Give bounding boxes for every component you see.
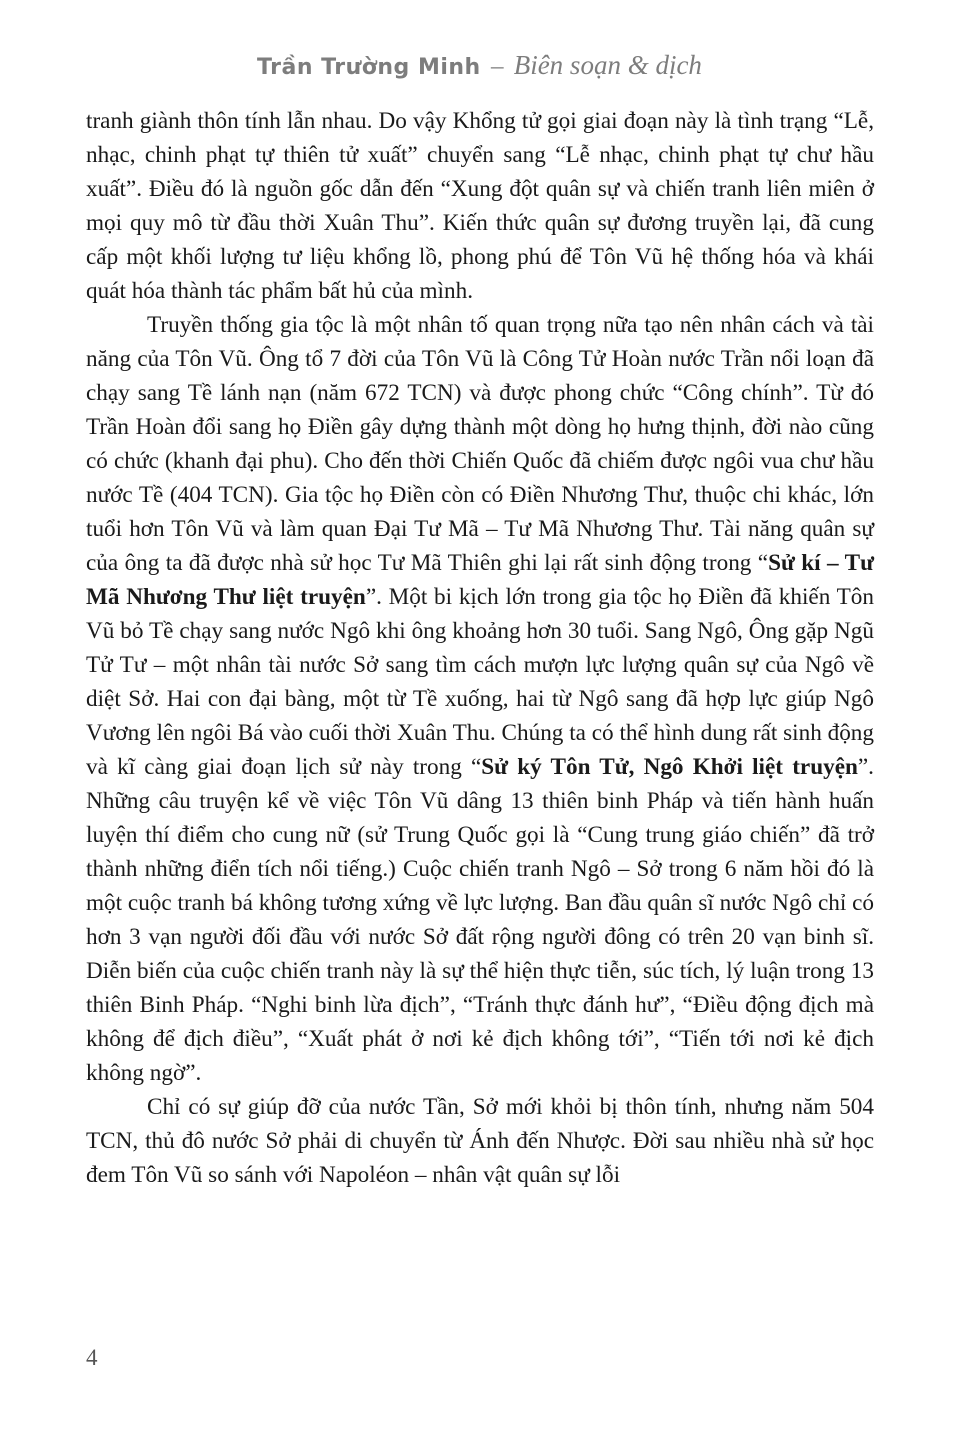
book-title-su-ky-ton-tu: Sử ký Tôn Tử, Ngô Khởi liệt truyện: [481, 754, 858, 780]
page-number: 4: [86, 1345, 98, 1370]
page-body: [86, 104, 874, 1192]
book-title-su-ki: Sử kí – Tư Mã Nhương Thư liệt truyện: [86, 550, 874, 610]
paragraph-2-part-3: ”. Những câu truyện kể về việc Tôn Vũ dâng 13 thiên binh Pháp và tiến hành huấn luyện thí điểm cho cung nữ (sử Trung Quốc gọi là “Cung trung giáo chiến” đã trở thành những điển tích nổi tiếng.) Cuộc chiến tranh Ngô – Sở trong 6 năm hồi đó là một cuộc tranh bá không tương xứng về lực lượng. Ban đầu quân sĩ nước Ngô chỉ có hơn 3 vạn người đối đầu với nước Sở đất rộng người đông có trên 20 vạn binh sĩ. Diễn biến của cuộc chiến tranh này là sự thể hiện thực tiễn, súc tích, lý luận trong 13 thiên Binh Pháp. “Nghi binh lừa địch”, “Tránh thực đánh hư”, “Điều động địch mà không để địch điều”, “Xuất phát ở nơi kẻ địch không tới”, “Tiến tới nơi kẻ địch không ngờ”.: [86, 754, 874, 1086]
paragraph-2-part-2: ”. Một bi kịch lớn trong gia tộc họ Điền đã khiến Tôn Vũ bỏ Tề chạy sang nước Ngô khi ông khoảng hơn 30 tuổi. Sang Ngô, Ông gặp Ngũ Tử Tư – một nhân tài nước Sở sang tìm cách mượn lực lượng quân sự của Ngô về diệt Sở. Hai con đại bàng, một từ Tề xuống, hai từ Ngô sang đã hợp lực giúp Ngô Vương lên ngôi Bá vào cuối thời Xuân Thu. Chúng ta có thể hình dung rất sinh động và kĩ càng giai đoạn lịch sử này trong “: [86, 584, 874, 780]
paragraph-2: [86, 308, 874, 1090]
header-separator: –: [490, 53, 504, 80]
running-header: [0, 50, 959, 81]
paragraph-2-part-1: Truyền thống gia tộc là một nhân tố quan trọng nữa tạo nên nhân cách và tài năng của Tôn Vũ. Ông tổ 7 đời của Tôn Vũ là Công Tử Hoàn nước Trần nổi loạn đã chạy sang Tề lánh nạn (năm 672 TCN) và được phong chức “Công chính”. Từ đó Trần Hoàn đổi sang họ Điền gây dựng thành một dòng họ hưng thịnh, đời nào cũng có chức (khanh đại phu). Cho đến thời Chiến Quốc đã chiếm được ngôi vua chư hầu nước Tề (404 TCN). Gia tộc họ Điền còn có Điền Nhương Thư, thuộc chi khác, lớn tuổi hơn Tôn Vũ và làm quan Đại Tư Mã – Tư Mã Nhương Thư. Tài năng quân sự của ông ta đã được nhà sử học Tư Mã Thiên ghi lại rất sinh động trong “: [86, 312, 874, 576]
paragraph-1: tranh giành thôn tính lẫn nhau. Do vậy Khổng tử gọi giai đoạn này là tình trạng “Lễ, nhạc, chinh phạt tự thiên tử xuất” chuyển sang “Lễ nhạc, chinh phạt tự chư hầu xuất”. Điều đó là nguồn gốc dẫn đến “Xung đột quân sự và chiến tranh liên miên ở mọi quy mô từ đầu thời Xuân Thu”. Kiến thức quân sự đương truyền lại, đã cung cấp một khối lượng tư liệu khổng lồ, phong phú để Tôn Vũ hệ thống hóa và khái quát hóa thành tác phẩm bất hủ của mình.: [86, 108, 874, 304]
paragraph-3: Chỉ có sự giúp đỡ của nước Tần, Sở mới khỏi bị thôn tính, nhưng năm 504 TCN, thủ đô nước Sở phải di chuyển từ Ánh đến Nhược. Đời sau nhiều nhà sử học đem Tôn Vũ so sánh với Napoléon – nhân vật quân sự lỗi: [86, 1094, 874, 1188]
header-author: Trần Trường Minh: [257, 55, 481, 80]
header-role: Biên soạn & dịch: [513, 50, 702, 80]
